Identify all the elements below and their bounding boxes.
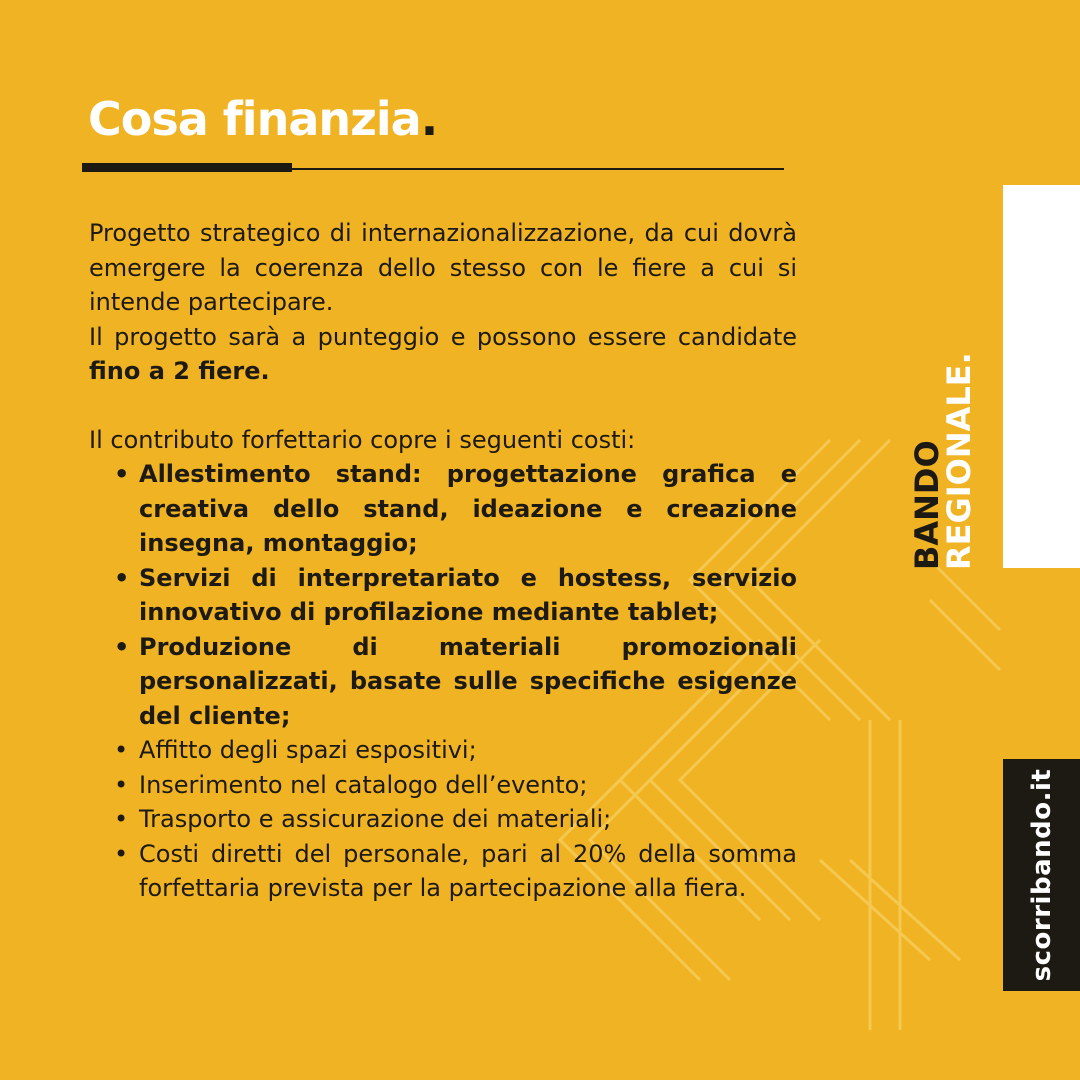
main-content bbox=[89, 216, 797, 906]
list-item bbox=[114, 457, 797, 561]
bullet-icon: • bbox=[114, 736, 129, 764]
list-item-text: Inserimento nel catalogo dell’evento; bbox=[139, 770, 588, 799]
list-item-text: Trasporto e assicurazione dei materiali; bbox=[139, 805, 612, 833]
bullet-icon: • bbox=[114, 563, 130, 592]
label-line-2: REGIONALE. bbox=[940, 352, 978, 570]
title-underline-accent bbox=[82, 163, 292, 172]
list-item-text: Produzione di materiali promozionali personalizzati, basate sulle specifiche esigenze del cliente; bbox=[139, 632, 797, 730]
list-item bbox=[114, 837, 797, 906]
intro-paragraph-2 bbox=[89, 320, 797, 389]
bullet-icon: • bbox=[114, 460, 130, 488]
list-item-text: Servizi di interpretariato e hostess, servizio innovativo di profilazione mediante tablet; bbox=[139, 563, 797, 626]
list-item-text: Costi diretti del personale, pari al 20% della somma forfettaria prevista per la partecipazione alla fiera. bbox=[139, 839, 797, 902]
bando-regionale-label bbox=[905, 350, 978, 570]
title-text: Cosa finanzia bbox=[88, 92, 421, 146]
list-item bbox=[114, 630, 797, 734]
bullet-icon: • bbox=[114, 770, 129, 799]
bullet-icon: • bbox=[114, 839, 129, 868]
side-white-panel bbox=[1003, 185, 1080, 568]
costs-heading: Il contributo forfettario copre i seguenti costi: bbox=[89, 425, 636, 454]
bullet-icon: • bbox=[114, 805, 129, 833]
website-label-container bbox=[1003, 759, 1080, 991]
intro-paragraph-2-bold: fino a 2 fiere. bbox=[89, 357, 270, 385]
list-item-text: Affitto degli spazi espositivi; bbox=[139, 736, 477, 764]
label-line-1: BANDO bbox=[908, 440, 946, 570]
page-title bbox=[88, 92, 438, 146]
intro-paragraph-1: Progetto strategico di internazionalizzazione, da cui dovrà emergere la coerenza dello stesso con le fiere a cui si intende partecipare. bbox=[89, 219, 797, 316]
list-item bbox=[114, 802, 797, 837]
title-dot: . bbox=[420, 92, 438, 146]
list-item bbox=[114, 768, 797, 803]
website-link[interactable]: scorribando.it bbox=[1026, 768, 1057, 982]
costs-list bbox=[89, 457, 797, 906]
bullet-icon: • bbox=[114, 632, 130, 661]
list-item bbox=[114, 561, 797, 630]
list-item-text: Allestimento stand: progettazione grafica e creativa dello stand, ideazione e creazione insegna, montaggio; bbox=[139, 460, 797, 557]
intro-paragraph-2-text: Il progetto sarà a punteggio e possono essere candidate bbox=[89, 322, 797, 351]
list-item bbox=[114, 733, 797, 768]
